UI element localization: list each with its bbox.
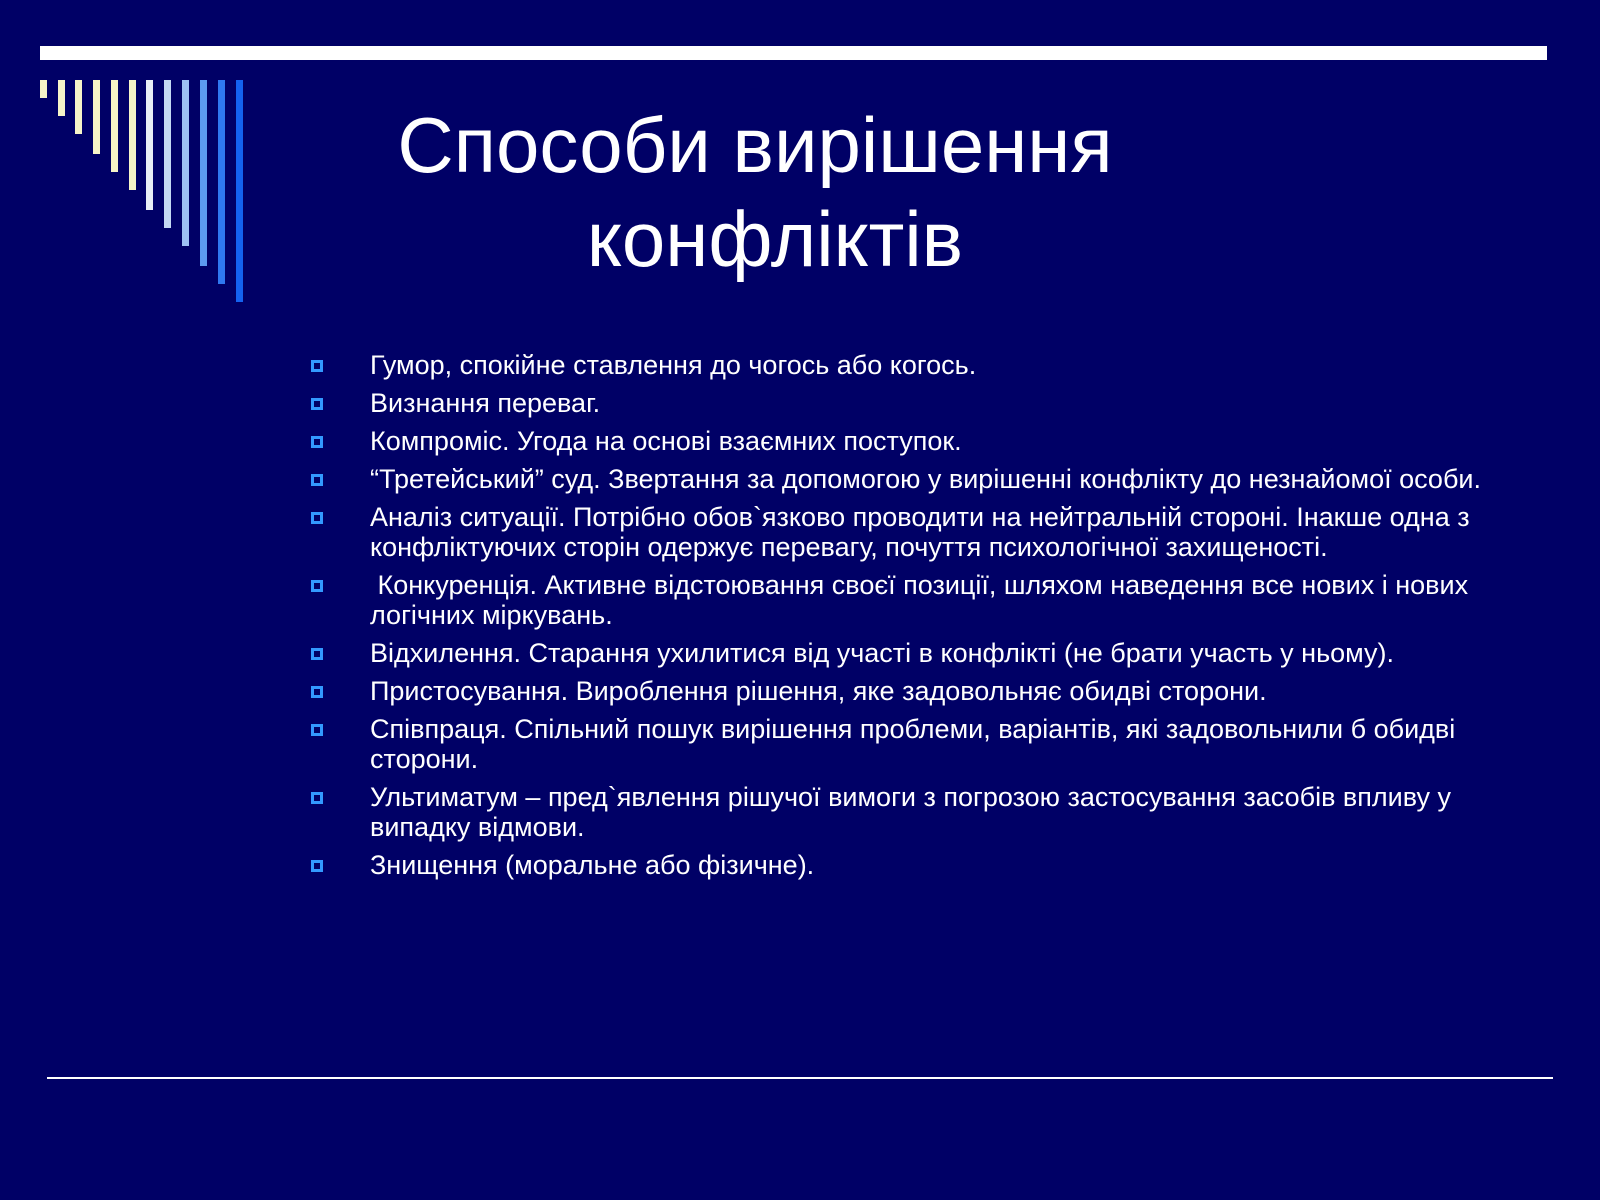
list-item (308, 638, 1498, 668)
list-item (308, 782, 1498, 842)
stripe (164, 80, 171, 228)
slide-title-line2: конфліктів (586, 195, 964, 283)
stripe (236, 80, 243, 302)
stripe (182, 80, 189, 246)
list-item-text: Аналіз ситуації. Потрібно обов`язково проводити на нейтральній стороні. Інакше одна з конфліктуючих сторін одержує перевагу, почуття психологічної захищеності. (370, 502, 1478, 562)
bullet-list (308, 350, 1498, 888)
list-item-text: Співпраця. Спільний пошук вирішення проблеми, варіантів, які задовольнили б обидві сторони. (370, 714, 1463, 774)
list-item-text: Визнання переваг. (370, 388, 601, 418)
square-bullet-icon (311, 436, 323, 448)
list-item-text: Гумор, спокійне ставлення до чогось або когось. (370, 350, 977, 380)
stripe (111, 80, 118, 172)
list-item-text: Відхилення. Старання ухилитися від участі в конфлікті (не брати участь у ньому). (370, 638, 1395, 668)
list-item-text: Компроміс. Угода на основі взаємних поступок. (370, 426, 962, 456)
stripe (146, 80, 153, 210)
list-item (308, 570, 1498, 630)
square-bullet-icon (311, 512, 323, 524)
bottom-rule (47, 1077, 1553, 1079)
list-item (308, 502, 1498, 562)
square-bullet-icon (311, 648, 323, 660)
list-item-text: Знищення (моральне або фізичне). (370, 850, 815, 880)
stripe (129, 80, 136, 190)
square-bullet-icon (311, 398, 323, 410)
square-bullet-icon (311, 724, 323, 736)
stripe (58, 80, 65, 116)
stripe (40, 80, 47, 98)
list-item-text: Конкуренція. Активне відстоювання своєї позиції, шляхом наведення все нових і нових логічних міркувань. (370, 570, 1476, 630)
stripe (75, 80, 82, 134)
stripe (218, 80, 225, 284)
slide-title-line1: Способи вирішення (397, 101, 1113, 189)
square-bullet-icon (311, 792, 323, 804)
list-item (308, 676, 1498, 706)
square-bullet-icon (311, 860, 323, 872)
list-item (308, 350, 1498, 380)
stripe (200, 80, 207, 266)
slide-title (250, 98, 1260, 286)
list-item (308, 388, 1498, 418)
square-bullet-icon (311, 474, 323, 486)
square-bullet-icon (311, 360, 323, 372)
list-item (308, 426, 1498, 456)
decorative-stripes (0, 0, 270, 330)
list-item-text: Ультиматум – пред`явлення рішучої вимоги з погрозою застосування засобів впливу у випадку відмови. (370, 782, 1459, 842)
list-item (308, 464, 1498, 494)
list-item (308, 850, 1498, 880)
square-bullet-icon (311, 580, 323, 592)
list-item (308, 714, 1498, 774)
stripe (93, 80, 100, 154)
list-item-text: “Третейський” суд. Звертання за допомогою у вирішенні конфлікту до незнайомої особи. (370, 464, 1481, 494)
list-item-text: Пристосування. Вироблення рішення, яке задовольняє обидві сторони. (370, 676, 1267, 706)
square-bullet-icon (311, 686, 323, 698)
